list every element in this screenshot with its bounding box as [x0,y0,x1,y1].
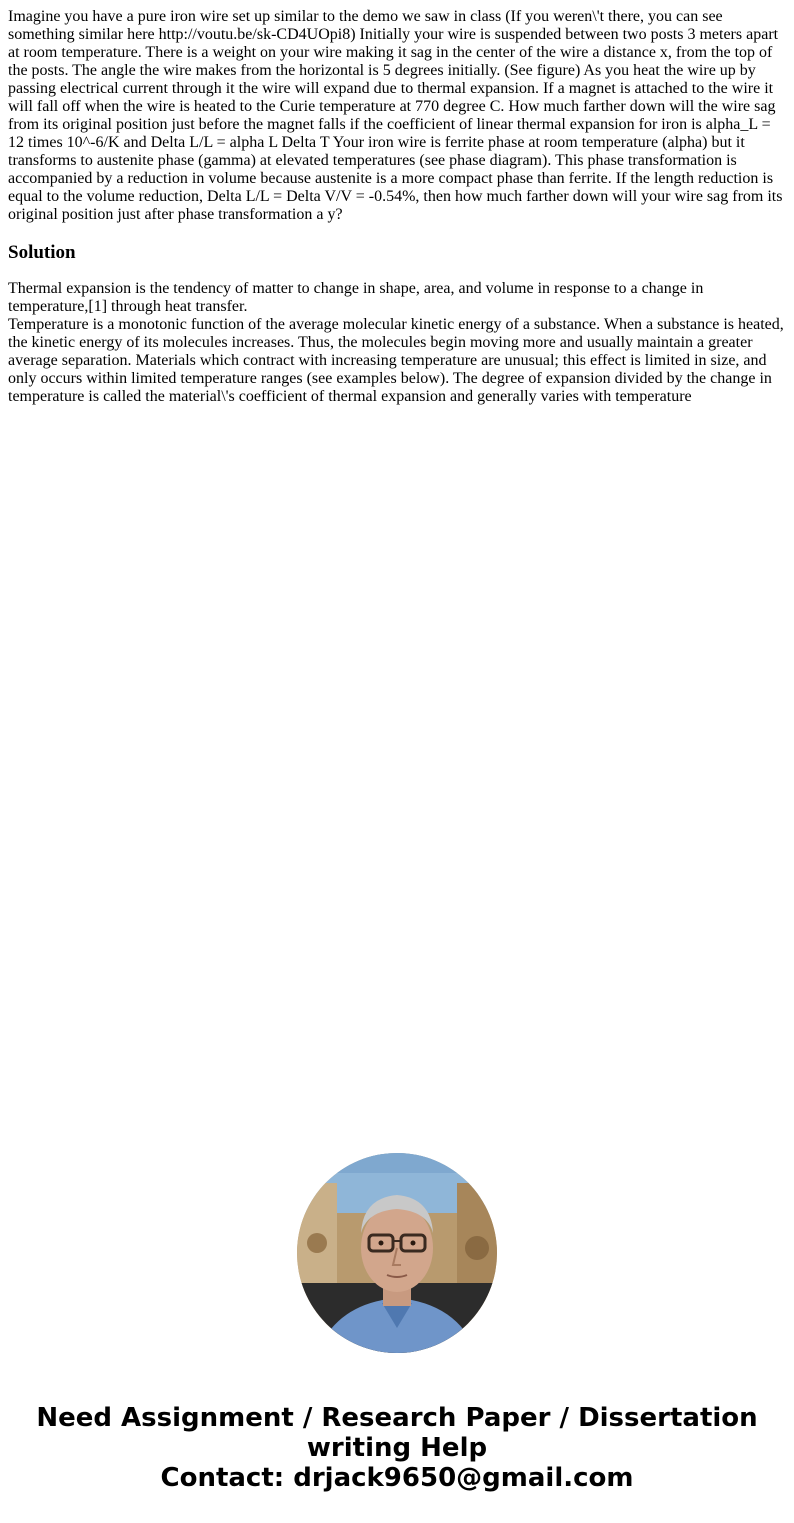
footer-contact-email: Contact: drjack9650@gmail.com [160,1463,634,1493]
solution-heading: Solution [8,242,76,263]
document-body [8,8,786,406]
footer-contact-banner [0,1403,794,1493]
question-text: Imagine you have a pure iron wire set up similar to the demo we saw in class (If you weren\'t there, you can see something similar here http://voutu.be/sk-CD4UOpi8) Initially your wire is suspended between two posts 3 meters apart at room temperature. There is a weight on your wire making it sag in the center of the wire a distance x, from the top of the posts. The angle the wire makes from the horizontal is 5 degrees initially. (See figure) As you heat the wire up by passing electrical current through it the wire will expand due to thermal expansion. If a magnet is attached to the wire it will fall off when the wire is heated to the Curie temperature at 770 degree C. How much farther down will the wire sag from its original position just before the magnet falls if the coefficient of linear thermal expansion for iron is alpha_L = 12 times 10^-6/K and Delta L/L = alpha L Delta T Your iron wire is ferrite phase at room temperature (alpha) but it transforms to austenite phase (gamma) at elevated temperatures (see phase diagram). This phase transformation is accompanied by a reduction in volume because austenite is a more compact phase than ferrite. If the length reduction is equal to the volume reduction, Delta L/L = Delta V/V = -0.54%, then how much farther down will your wire sag from its original position just after phase transformation a y? [8,8,783,223]
solution-paragraph-1: Thermal expansion is the tendency of matter to change in shape, area, and volume in response to a change in temperature,[1] through heat transfer. [8,280,704,315]
solution-paragraph-2: Temperature is a monotonic function of the average molecular kinetic energy of a substance. When a substance is heated, the kinetic energy of its molecules increases. Thus, the molecules begin moving more and usually maintain a greater average separation. Materials which contract with increasing temperature are unusual; this effect is limited in size, and only occurs within limited temperature ranges (see examples below). The degree of expansion divided by the change in temperature is called the material\'s coefficient of thermal expansion and generally varies with temperature [8,316,784,405]
footer-line-1: Need Assignment / Research Paper / Dissertation [36,1403,758,1433]
avatar-portrait-image [297,1153,497,1353]
footer-line-2: writing Help [306,1433,488,1463]
avatar [297,1153,497,1353]
